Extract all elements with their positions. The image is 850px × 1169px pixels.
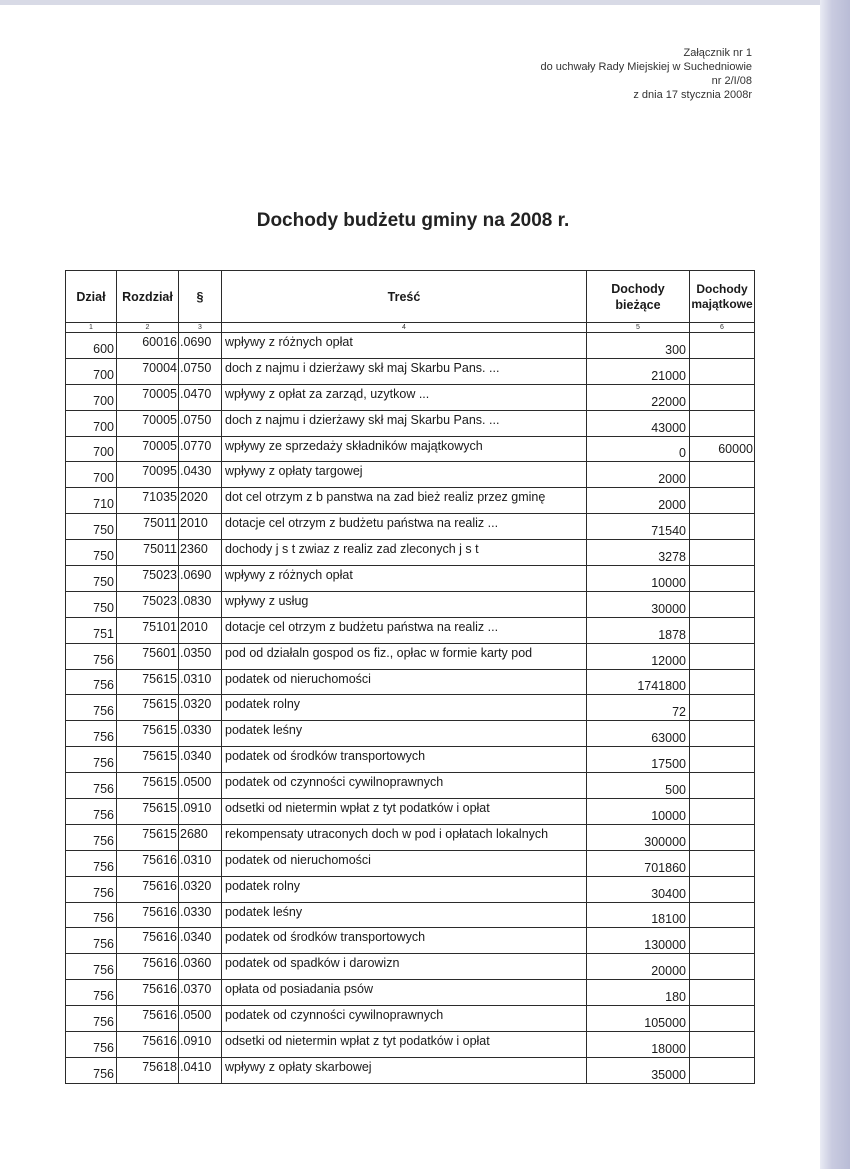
cell-rozdzial: 60016 [117, 333, 179, 359]
cell-rozdzial: 75615 [117, 721, 179, 747]
cell-paragraf: .0340 [179, 928, 222, 954]
table-row [66, 566, 755, 592]
cell-dzial: 756 [66, 799, 117, 825]
table-row [66, 1032, 755, 1058]
cell-rozdzial: 75616 [117, 876, 179, 902]
cell-dochody-biezace: 12000 [587, 643, 690, 669]
cell-rozdzial: 70005 [117, 436, 179, 462]
cell-dzial: 756 [66, 954, 117, 980]
cell-tresc: podatek od nieruchomości [222, 669, 587, 695]
cell-dzial: 756 [66, 876, 117, 902]
cell-paragraf: .0340 [179, 747, 222, 773]
cell-dzial: 750 [66, 540, 117, 566]
cell-paragraf: .0410 [179, 1057, 222, 1083]
cell-rozdzial: 75616 [117, 1032, 179, 1058]
cell-paragraf: .0750 [179, 358, 222, 384]
cell-dzial: 700 [66, 384, 117, 410]
cell-paragraf: .0350 [179, 643, 222, 669]
cell-tresc: wpływy ze sprzedaży składników majątkowych [222, 436, 587, 462]
cell-dzial: 756 [66, 980, 117, 1006]
cell-paragraf: .0830 [179, 591, 222, 617]
table-row [66, 358, 755, 384]
cell-tresc: doch z najmu i dzierżawy skł maj Skarbu Pans. ... [222, 410, 587, 436]
cell-dochody-majatkowe [690, 643, 755, 669]
attachment-line-2: do uchwały Rady Miejskiej w Suchedniowie [540, 61, 752, 73]
table-row [66, 824, 755, 850]
cell-dochody-biezace: 3278 [587, 540, 690, 566]
cell-paragraf: .0320 [179, 876, 222, 902]
cell-tresc: wpływy z opłaty skarbowej [222, 1057, 587, 1083]
cell-paragraf: .0500 [179, 1006, 222, 1032]
cell-paragraf: 2010 [179, 617, 222, 643]
cell-rozdzial: 75011 [117, 540, 179, 566]
cell-paragraf: .0310 [179, 669, 222, 695]
cell-paragraf: 2020 [179, 488, 222, 514]
attachment-note [540, 46, 752, 102]
cell-paragraf: .0320 [179, 695, 222, 721]
cell-paragraf: .0690 [179, 333, 222, 359]
cell-dochody-biezace: 30400 [587, 876, 690, 902]
cell-tresc: wpływy z różnych opłat [222, 566, 587, 592]
cell-rozdzial: 70005 [117, 384, 179, 410]
cell-dochody-majatkowe [690, 384, 755, 410]
cell-rozdzial: 75616 [117, 954, 179, 980]
table-row [66, 669, 755, 695]
cell-dochody-majatkowe [690, 1057, 755, 1083]
cell-dochody-biezace: 10000 [587, 566, 690, 592]
document-title: Dochody budżetu gminy na 2008 r. [256, 210, 570, 231]
cell-paragraf: .0910 [179, 799, 222, 825]
cell-rozdzial: 75615 [117, 747, 179, 773]
cell-dochody-biezace: 500 [587, 773, 690, 799]
cell-dochody-biezace: 0 [587, 436, 690, 462]
cell-dochody-majatkowe: 60000 [690, 436, 755, 462]
table-body [66, 333, 755, 1084]
table-row [66, 721, 755, 747]
cell-rozdzial: 75616 [117, 902, 179, 928]
cell-dzial: 750 [66, 591, 117, 617]
cell-dzial: 700 [66, 436, 117, 462]
attachment-line-3: nr 2/I/08 [711, 75, 752, 87]
scan-top-edge [0, 0, 850, 5]
cell-dzial: 756 [66, 824, 117, 850]
attachment-line-1: Załącznik nr 1 [683, 47, 752, 59]
cell-dochody-biezace: 2000 [587, 488, 690, 514]
cell-paragraf: 2360 [179, 540, 222, 566]
cell-rozdzial: 75011 [117, 514, 179, 540]
cell-rozdzial: 75615 [117, 695, 179, 721]
cell-dzial: 756 [66, 669, 117, 695]
cell-paragraf: .0690 [179, 566, 222, 592]
cell-tresc: podatek leśny [222, 721, 587, 747]
cell-dzial: 750 [66, 514, 117, 540]
cell-dochody-majatkowe [690, 540, 755, 566]
cell-dochody-majatkowe [690, 358, 755, 384]
cell-dzial: 756 [66, 1032, 117, 1058]
cell-tresc: odsetki od nietermin wpłat z tyt podatków i opłat [222, 799, 587, 825]
table-header-row [66, 271, 755, 323]
cell-tresc: dotacje cel otrzym z budżetu państwa na realiz ... [222, 617, 587, 643]
cell-dochody-majatkowe [690, 462, 755, 488]
cell-paragraf: .0770 [179, 436, 222, 462]
cell-dochody-majatkowe [690, 410, 755, 436]
cell-paragraf: .0500 [179, 773, 222, 799]
cell-dzial: 710 [66, 488, 117, 514]
cell-rozdzial: 75616 [117, 980, 179, 1006]
table-row [66, 1006, 755, 1032]
cell-dochody-biezace: 43000 [587, 410, 690, 436]
column-number: 4 [222, 323, 587, 333]
cell-dzial: 700 [66, 358, 117, 384]
cell-rozdzial: 70004 [117, 358, 179, 384]
cell-dochody-majatkowe [690, 980, 755, 1006]
cell-dochody-majatkowe [690, 591, 755, 617]
table-row [66, 591, 755, 617]
table-row [66, 540, 755, 566]
cell-rozdzial: 75101 [117, 617, 179, 643]
table-row [66, 850, 755, 876]
cell-tresc: podatek leśny [222, 902, 587, 928]
cell-rozdzial: 75023 [117, 591, 179, 617]
cell-dochody-majatkowe [690, 1032, 755, 1058]
cell-dochody-majatkowe [690, 799, 755, 825]
table-row [66, 462, 755, 488]
cell-dochody-biezace: 18000 [587, 1032, 690, 1058]
cell-dzial: 600 [66, 333, 117, 359]
scan-right-edge [820, 0, 850, 1169]
cell-tresc: wpływy z usług [222, 591, 587, 617]
cell-dochody-biezace: 18100 [587, 902, 690, 928]
cell-paragraf: .0470 [179, 384, 222, 410]
cell-dochody-biezace: 35000 [587, 1057, 690, 1083]
header-dochody-biezace: Dochody bieżące [587, 271, 690, 323]
cell-dochody-majatkowe [690, 902, 755, 928]
cell-paragraf: .0330 [179, 902, 222, 928]
table-row [66, 773, 755, 799]
table-row [66, 410, 755, 436]
cell-dochody-biezace: 130000 [587, 928, 690, 954]
cell-rozdzial: 75618 [117, 1057, 179, 1083]
cell-dzial: 756 [66, 928, 117, 954]
column-number: 3 [179, 323, 222, 333]
cell-rozdzial: 75616 [117, 928, 179, 954]
cell-tresc: podatek od czynności cywilnoprawnych [222, 1006, 587, 1032]
cell-dochody-biezace: 71540 [587, 514, 690, 540]
cell-rozdzial: 75615 [117, 799, 179, 825]
cell-rozdzial: 75615 [117, 824, 179, 850]
cell-dochody-biezace: 22000 [587, 384, 690, 410]
table-row [66, 695, 755, 721]
cell-paragraf: .0750 [179, 410, 222, 436]
cell-dochody-majatkowe [690, 617, 755, 643]
column-number: 5 [587, 323, 690, 333]
cell-rozdzial: 75615 [117, 669, 179, 695]
cell-rozdzial: 75616 [117, 1006, 179, 1032]
cell-dochody-biezace: 72 [587, 695, 690, 721]
header-tresc: Treść [222, 271, 587, 323]
table-row [66, 954, 755, 980]
cell-dzial: 756 [66, 850, 117, 876]
cell-paragraf: .0910 [179, 1032, 222, 1058]
cell-dochody-majatkowe [690, 824, 755, 850]
cell-dochody-biezace: 20000 [587, 954, 690, 980]
cell-dochody-majatkowe [690, 333, 755, 359]
cell-dochody-majatkowe [690, 721, 755, 747]
cell-rozdzial: 75615 [117, 773, 179, 799]
cell-tresc: podatek od środków transportowych [222, 747, 587, 773]
cell-dzial: 756 [66, 1057, 117, 1083]
table-row [66, 980, 755, 1006]
header-dzial: Dział [66, 271, 117, 323]
cell-dochody-majatkowe [690, 773, 755, 799]
cell-dzial: 756 [66, 773, 117, 799]
table-row [66, 747, 755, 773]
column-number-row [66, 323, 755, 333]
cell-paragraf: .0310 [179, 850, 222, 876]
attachment-line-4: z dnia 17 stycznia 2008r [633, 89, 752, 101]
cell-dochody-biezace: 21000 [587, 358, 690, 384]
table-row [66, 643, 755, 669]
cell-dzial: 756 [66, 721, 117, 747]
table-row [66, 1057, 755, 1083]
cell-dochody-majatkowe [690, 850, 755, 876]
cell-dzial: 700 [66, 410, 117, 436]
cell-tresc: podatek od nieruchomości [222, 850, 587, 876]
table-row [66, 436, 755, 462]
cell-dochody-biezace: 2000 [587, 462, 690, 488]
cell-paragraf: 2010 [179, 514, 222, 540]
cell-tresc: wpływy z opłaty targowej [222, 462, 587, 488]
cell-dzial: 756 [66, 747, 117, 773]
table-row [66, 488, 755, 514]
column-number: 6 [690, 323, 755, 333]
cell-tresc: dot cel otrzym z b panstwa na zad bież realiz przez gminę [222, 488, 587, 514]
cell-paragraf: .0330 [179, 721, 222, 747]
cell-tresc: podatek od spadków i darowizn [222, 954, 587, 980]
table-row [66, 902, 755, 928]
cell-dochody-majatkowe [690, 1006, 755, 1032]
cell-dochody-biezace: 300000 [587, 824, 690, 850]
cell-dochody-biezace: 63000 [587, 721, 690, 747]
table-row [66, 928, 755, 954]
cell-dochody-biezace: 1741800 [587, 669, 690, 695]
cell-rozdzial: 75601 [117, 643, 179, 669]
cell-dzial: 700 [66, 462, 117, 488]
cell-tresc: opłata od posiadania psów [222, 980, 587, 1006]
header-rozdzial: Rozdział [117, 271, 179, 323]
cell-dochody-biezace: 300 [587, 333, 690, 359]
cell-dochody-majatkowe [690, 488, 755, 514]
cell-dzial: 750 [66, 566, 117, 592]
cell-tresc: rekompensaty utraconych doch w pod i opłatach lokalnych [222, 824, 587, 850]
cell-paragraf: .0360 [179, 954, 222, 980]
cell-dzial: 756 [66, 695, 117, 721]
cell-dochody-majatkowe [690, 514, 755, 540]
cell-dochody-biezace: 30000 [587, 591, 690, 617]
cell-dochody-biezace: 17500 [587, 747, 690, 773]
cell-tresc: wpływy z różnych opłat [222, 333, 587, 359]
table-row [66, 514, 755, 540]
cell-dochody-biezace: 701860 [587, 850, 690, 876]
cell-dzial: 756 [66, 1006, 117, 1032]
cell-tresc: dotacje cel otrzym z budżetu państwa na realiz ... [222, 514, 587, 540]
header-paragraf: § [179, 271, 222, 323]
cell-rozdzial: 70005 [117, 410, 179, 436]
column-number: 2 [117, 323, 179, 333]
cell-tresc: dochody j s t zwiaz z realiz zad zleconych j s t [222, 540, 587, 566]
header-dochody-majatkowe: Dochody majątkowe [690, 271, 755, 323]
table-row [66, 617, 755, 643]
cell-dochody-biezace: 180 [587, 980, 690, 1006]
cell-dochody-majatkowe [690, 928, 755, 954]
cell-dzial: 756 [66, 902, 117, 928]
table-row [66, 384, 755, 410]
cell-tresc: podatek rolny [222, 876, 587, 902]
cell-paragraf: 2680 [179, 824, 222, 850]
cell-tresc: podatek od środków transportowych [222, 928, 587, 954]
cell-dochody-biezace: 1878 [587, 617, 690, 643]
cell-dochody-majatkowe [690, 566, 755, 592]
cell-tresc: odsetki od nietermin wpłat z tyt podatków i opłat [222, 1032, 587, 1058]
cell-tresc: podatek od czynności cywilnoprawnych [222, 773, 587, 799]
cell-paragraf: .0370 [179, 980, 222, 1006]
cell-dochody-majatkowe [690, 669, 755, 695]
table-row [66, 876, 755, 902]
cell-rozdzial: 71035 [117, 488, 179, 514]
cell-tresc: podatek rolny [222, 695, 587, 721]
cell-dochody-majatkowe [690, 695, 755, 721]
cell-dochody-majatkowe [690, 954, 755, 980]
cell-tresc: pod od działaln gospod os fiz., opłac w formie karty pod [222, 643, 587, 669]
cell-rozdzial: 75616 [117, 850, 179, 876]
cell-paragraf: .0430 [179, 462, 222, 488]
table-row [66, 333, 755, 359]
cell-rozdzial: 70095 [117, 462, 179, 488]
cell-dzial: 751 [66, 617, 117, 643]
cell-dzial: 756 [66, 643, 117, 669]
cell-rozdzial: 75023 [117, 566, 179, 592]
cell-dochody-biezace: 10000 [587, 799, 690, 825]
budget-table [65, 270, 755, 1084]
table-row [66, 799, 755, 825]
cell-dochody-majatkowe [690, 876, 755, 902]
cell-tresc: doch z najmu i dzierżawy skł maj Skarbu Pans. ... [222, 358, 587, 384]
cell-tresc: wpływy z opłat za zarząd, uzytkow ... [222, 384, 587, 410]
cell-dochody-biezace: 105000 [587, 1006, 690, 1032]
cell-dochody-majatkowe [690, 747, 755, 773]
column-number: 1 [66, 323, 117, 333]
